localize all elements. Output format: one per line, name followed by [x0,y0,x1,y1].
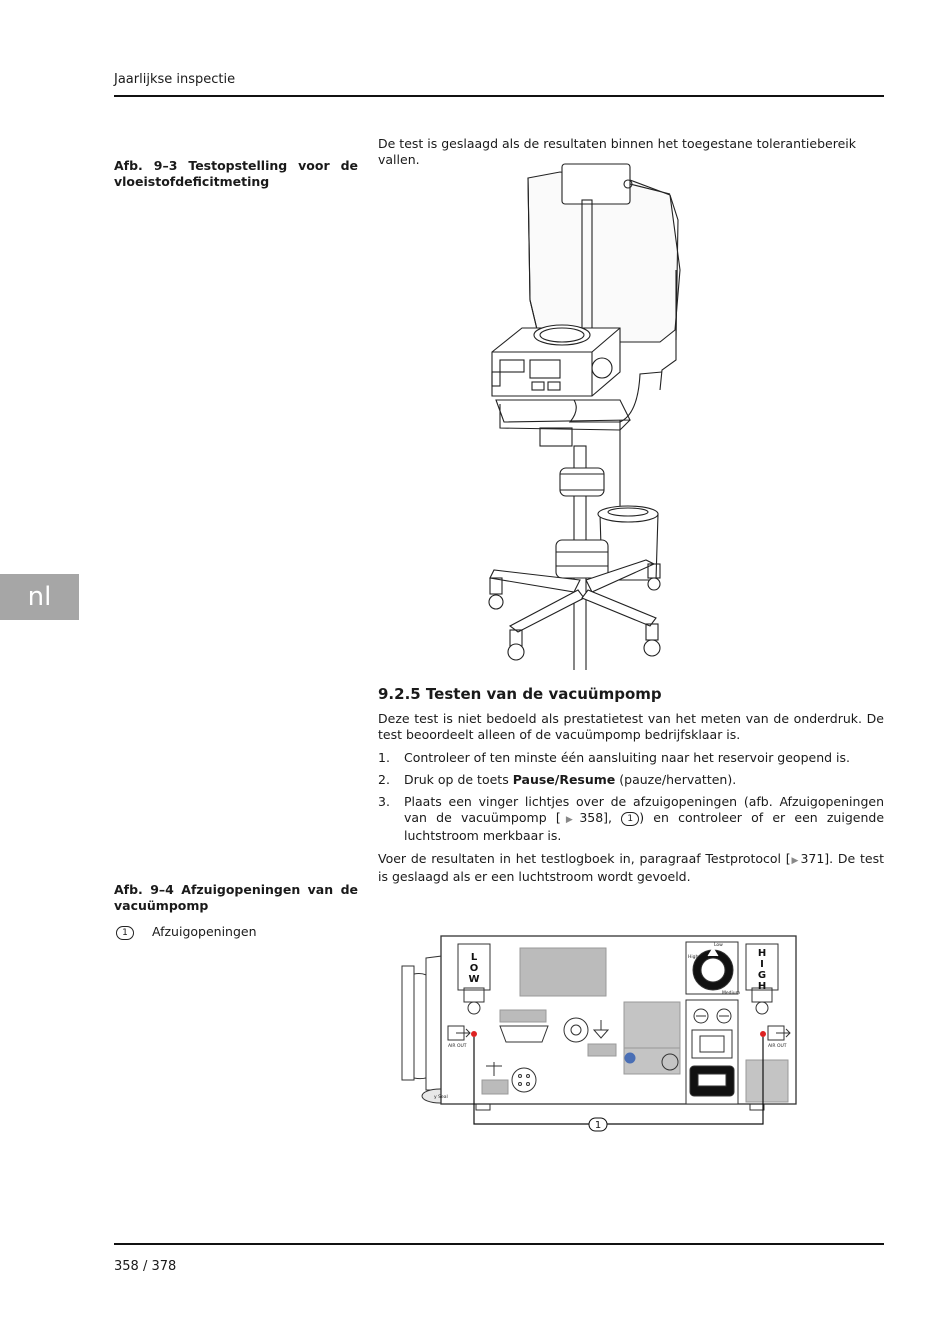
step-text: ) en controleer of er een zuigende luchtstroom merkbaar is. [404,810,885,843]
callout-number: 1 [594,1120,602,1131]
step-text: Plaats een vinger lichtjes over de afzuigopeningen (afb. Afzuigopeningen van de vacuümpomp [ [404,794,884,825]
step-number: 2. [378,772,390,787]
step-text: (pauze/hervatten). [615,772,737,787]
side-label: y Seal [434,1095,448,1100]
figure-3-caption: Afb. 9–3 Testopstelling voor de vloeistofdeficitmeting [114,158,358,189]
callout-number: 1 [621,812,639,826]
button-reference: Pause/Resume [512,772,616,787]
dial-high-label: High [688,955,699,960]
figure-4-caption: Afb. 9–4 Afzuigopeningen van de vacuümpomp [114,882,358,913]
section-heading: 9.2.5 Testen van de vacuümpomp [378,685,662,703]
page-number: 358 / 378 [114,1259,177,1274]
air-out-left-label: AIR OUT [448,1044,467,1049]
header-rule [114,95,884,97]
dial-low-label: Low [714,943,723,948]
result-text: Voer de resultaten in het testlogboek in, paragraaf Testprotocol [ [378,851,791,866]
figure-4-legend [116,924,257,940]
footer-rule [114,1243,884,1245]
page-ref-arrow-icon: ▶ [560,815,579,825]
step-text: ], [603,810,622,825]
legend-label: Afzuigopeningen [151,924,257,939]
step-text: Druk op de toets [404,772,513,787]
list-item [378,794,884,844]
low-letter: L [470,952,478,963]
high-letter: I [760,959,764,970]
page-ref-link[interactable]: 371 [800,851,825,866]
page-ref-link[interactable]: 358 [579,810,604,825]
low-letter: W [468,974,480,985]
language-tab: nl [0,574,79,620]
list-item [378,772,884,788]
test-setup-illustration [470,160,690,670]
high-letter: H [757,981,767,992]
step-text: Controleer of ten minste één aansluiting naar het reservoir geopend is. [404,750,850,765]
legend-number: 1 [116,926,134,940]
intro-text: De test is geslaagd als de resultaten binnen het toegestane tolerantiebereik vallen. [378,136,856,167]
step-number: 1. [378,750,390,765]
dial-medium-label: Medium [722,991,740,996]
result-text: ]. De test is geslaagd als er een luchtstroom wordt gevoeld. [378,851,885,884]
high-letter: G [757,970,767,981]
page-ref-arrow-icon: ▶ [790,856,800,866]
vacuum-pump-panel-illustration [396,930,806,1136]
air-out-right-label: AIR OUT [768,1044,787,1049]
step-number: 3. [378,794,390,809]
low-letter: O [469,963,479,974]
steps-list [378,750,884,850]
section-paragraph: Deze test is niet bedoeld als prestatietest van het meten van de onderdruk. De test beoordeelt alleen of de vacuümpomp bedrijfsklaar is. [378,711,884,742]
result-paragraph [378,851,884,885]
running-header: Jaarlijkse inspectie [114,72,236,87]
high-letter: H [757,948,767,959]
list-item [378,750,884,766]
